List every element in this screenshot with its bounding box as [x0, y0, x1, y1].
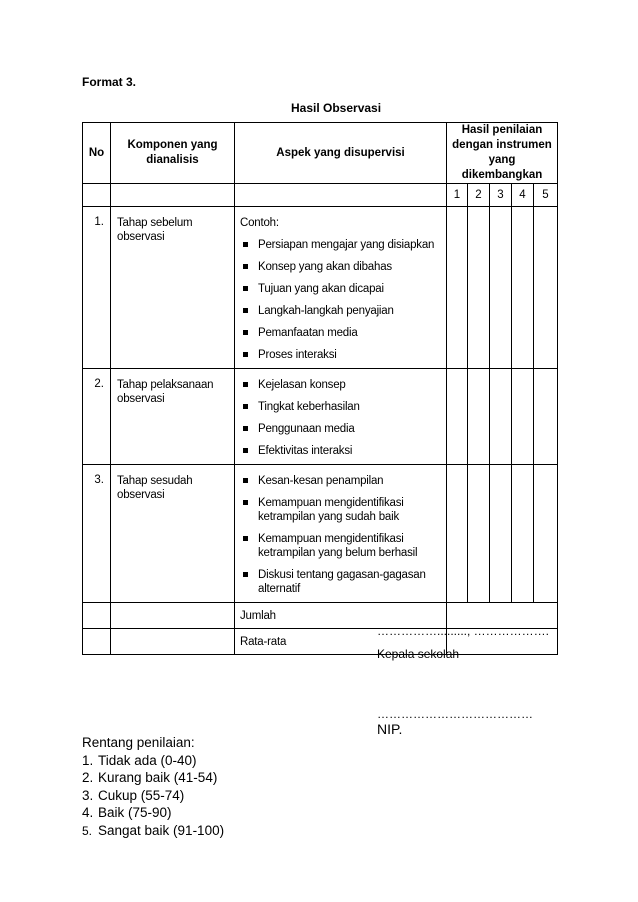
list-item: Kemampuan mengidentifikasi ketrampilan yang sudah baik: [240, 496, 442, 524]
scale-2: 2: [468, 184, 490, 207]
scale-row: [83, 184, 558, 207]
signature-name-line: …………………………………: [377, 707, 533, 721]
list-item: Langkah-langkah penyajian: [240, 304, 442, 318]
list-item: 4. Baik (75-90): [82, 805, 172, 820]
list-item: Efektivitas interaksi: [240, 444, 442, 458]
score-cell[interactable]: [490, 207, 512, 369]
score-cell[interactable]: [447, 207, 468, 369]
list-item: Kemampuan mengidentifikasi ketrampilan yang belum berhasil: [240, 532, 442, 560]
list-item: Tujuan yang akan dicapai: [240, 282, 442, 296]
list-item: Kejelasan konsep: [240, 378, 442, 392]
score-cell[interactable]: [534, 207, 558, 369]
row-no: 3.: [83, 465, 111, 603]
header-komponen: Komponen yang dianalisis: [111, 123, 235, 184]
row-aspek: [235, 465, 447, 603]
score-cell[interactable]: [490, 369, 512, 465]
aspek-list: [240, 238, 442, 362]
score-cell[interactable]: [512, 207, 534, 369]
list-item: Pemanfaatan media: [240, 326, 442, 340]
table-row: [83, 369, 558, 465]
rentang-title: Rentang penilaian:: [82, 735, 195, 750]
aspek-list: [240, 474, 442, 596]
row-komponen: Tahap sesudah observasi: [111, 465, 235, 603]
place-date-line: ……………........., ……………….: [377, 624, 550, 638]
score-cell[interactable]: [468, 207, 490, 369]
header-row: [83, 123, 558, 184]
list-item: 1. Tidak ada (0-40): [82, 752, 197, 768]
list-item: 3. Cukup (55-74): [82, 787, 185, 803]
list-item: Persiapan mengajar yang disiapkan: [240, 238, 442, 252]
table-row: [83, 465, 558, 603]
row-no: 1.: [83, 207, 111, 369]
list-item: 5. Sangat baik (91-100): [82, 822, 225, 838]
score-cell[interactable]: [468, 465, 490, 603]
rentang-list: [82, 752, 224, 841]
scale-5: 5: [534, 184, 558, 207]
score-cell[interactable]: [490, 465, 512, 603]
rata-rata-label: Rata-rata: [235, 629, 447, 655]
scale-empty-aspek: [235, 184, 447, 207]
row-no: 2.: [83, 369, 111, 465]
jumlah-empty-komponen: [111, 603, 235, 629]
scale-empty-no: [83, 184, 111, 207]
row-komponen: Tahap sebelum observasi: [111, 207, 235, 369]
signature-block: [377, 624, 550, 737]
signature-role: Kepala sekolah: [377, 647, 460, 661]
list-item: Penggunaan media: [240, 422, 442, 436]
list-item: Kesan-kesan penampilan: [240, 474, 442, 488]
table-row: [83, 207, 558, 369]
list-item: 2. Kurang baik (41-54): [82, 770, 218, 785]
row-aspek: [235, 369, 447, 465]
list-item: Konsep yang akan dibahas: [240, 260, 442, 274]
scale-4: 4: [512, 184, 534, 207]
rata-empty-komponen: [111, 629, 235, 655]
score-cell[interactable]: [468, 369, 490, 465]
rentang-penilaian: [82, 734, 224, 840]
title-text: Hasil Observasi: [291, 101, 382, 115]
score-cell[interactable]: [512, 465, 534, 603]
score-cell[interactable]: [534, 465, 558, 603]
observation-table: [82, 122, 558, 655]
format-label: Format 3.: [82, 75, 137, 89]
header-hasil: Hasil penilaian dengan instrumen yang dikembangkan: [447, 123, 558, 184]
aspek-list: [240, 378, 442, 458]
row-komponen: Tahap pelaksanaan observasi: [111, 369, 235, 465]
scale-3: 3: [490, 184, 512, 207]
score-cell[interactable]: [512, 369, 534, 465]
jumlah-label: Jumlah: [235, 603, 447, 629]
scale-empty-komponen: [111, 184, 235, 207]
list-item: Diskusi tentang gagasan-gagasan alternatif: [240, 568, 442, 596]
rata-empty-no: [83, 629, 111, 655]
list-item: Proses interaksi: [240, 348, 442, 362]
score-cell[interactable]: [534, 369, 558, 465]
score-cell[interactable]: [447, 465, 468, 603]
header-aspek: Aspek yang disupervisi: [235, 123, 447, 184]
score-cell[interactable]: [447, 369, 468, 465]
signature-nip: NIP.: [377, 721, 403, 737]
row-aspek: [235, 207, 447, 369]
header-no: No: [83, 123, 111, 184]
scale-1: 1: [447, 184, 468, 207]
contoh-label: Contoh:: [240, 217, 279, 229]
list-item: Tingkat keberhasilan: [240, 400, 442, 414]
jumlah-empty-no: [83, 603, 111, 629]
